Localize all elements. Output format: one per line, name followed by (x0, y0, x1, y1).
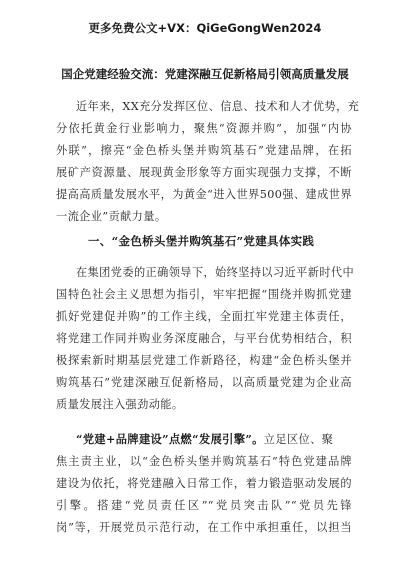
paragraph-line: 国特色社会主义思想为指引，牢牢把握“围绕并购抓党建 (56, 288, 352, 301)
paragraph-line: 近年来，XX充分发挥区位、信息、技术和人才优势，充 (76, 100, 360, 113)
paragraph-line: 质量发展注入强劲动能。 (56, 398, 184, 411)
lead-rest: 立足区位、聚 (263, 433, 334, 446)
paragraph-line: 展矿产资源量、展现黄金形象等方面实现强力支撑，不断 (56, 166, 352, 179)
paragraph-line: 一流企业”贡献力量。 (56, 210, 167, 223)
document-title: 国企党建经验交流：党建深融互促新格局引领高质量发展 (61, 67, 349, 81)
bold-lead: “党建+品牌建设”点燃“发展引擎”。 (76, 432, 264, 446)
paragraph-line: 分依托黄金行业影响力，聚焦“资源并购”，加强“内协 (56, 122, 352, 135)
paragraph-line: 焦主责主业，以“金色桥头堡并购筑基石”特色党建品牌 (56, 455, 352, 468)
paragraph-line: 外联”，擦亮“金色桥头堡并购筑基石”党建品牌，在拓 (56, 144, 352, 157)
paragraph-line: 购筑基石”党建深融互促新格局，以高质量党建为企业高 (56, 376, 352, 389)
paragraph-first-line (76, 431, 333, 447)
paragraph-line: 引擎。搭建“党员责任区”“党员突击队”“党员先锋 (56, 499, 352, 512)
paragraph-line: 在集团党委的正确领导下，始终坚持以习近平新时代中 (76, 266, 355, 279)
section-heading: 一、“金色桥头堡并购筑基石”党建具体实践 (88, 234, 315, 248)
paragraph-line: 岗”等，开展党员示范行动，在工作中承担重任，以担当 (56, 521, 352, 534)
paragraph-line: 极探索新时期基层党建工作新路径，构建“金色桥头堡并 (56, 354, 352, 367)
promo-header: 更多免费公文+VX：QiGeGongWen2024 (88, 21, 322, 35)
paragraph-line: 将党建工作同并购业务深度融合，与平台优势相结合，积 (56, 332, 352, 345)
paragraph-line: 提高高质量发展水平，为黄金“进入世界500强、建成世界 (56, 188, 352, 201)
paragraph-line: 建设为依托，将党建融入日常工作，着力锻造驱动发展的 (56, 477, 352, 490)
paragraph-line: 抓好党建促并购”的工作主线，全面扛牢党建主体责任， (56, 310, 352, 323)
